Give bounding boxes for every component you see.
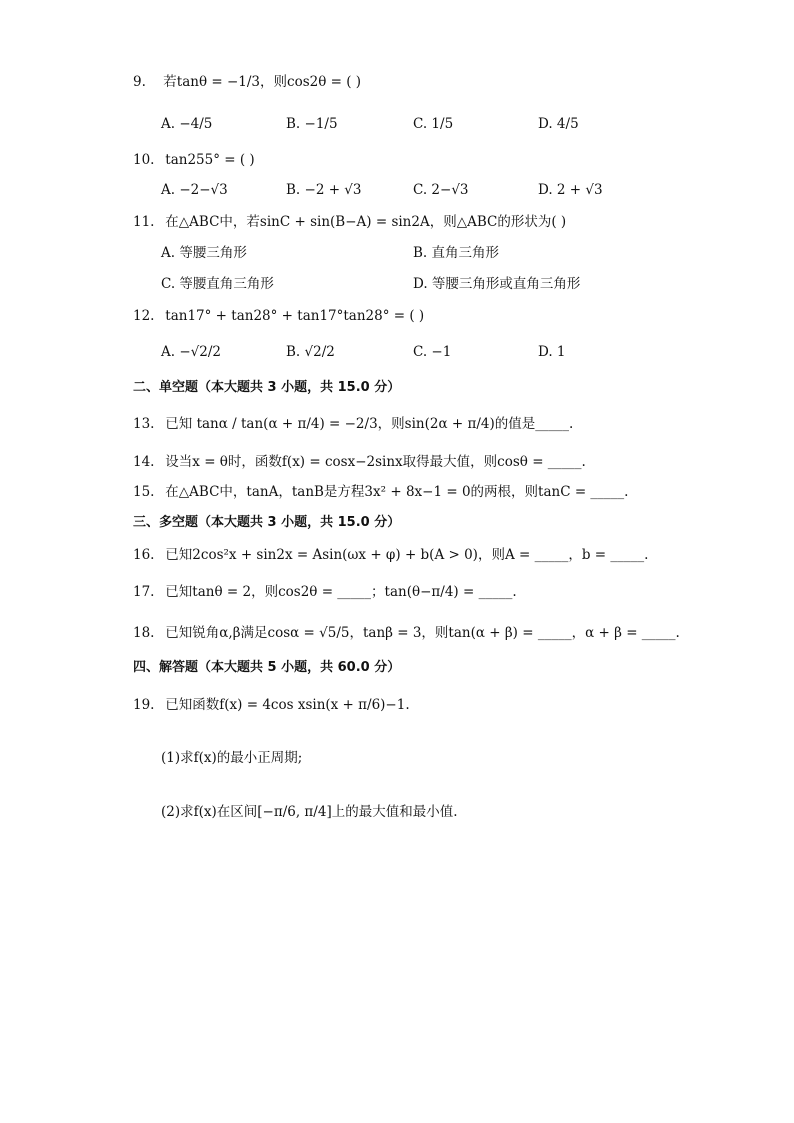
option-a: A. −4/5: [161, 116, 213, 132]
question-stem: 已知函数f(x) = 4cos xsin(x + π/6)−1.: [165, 697, 410, 713]
option-d: D. 4/5: [538, 116, 579, 132]
option-d: D. 等腰三角形或直角三角形: [413, 276, 581, 292]
question-number: 17.: [133, 584, 155, 600]
question-number: 14.: [133, 454, 155, 470]
question-stem: 已知tanθ = 2，则cos2θ = _____；tan(θ−π/4) = _____.: [165, 584, 517, 600]
question-number: 9.: [133, 74, 146, 90]
question-stem: 设当x = θ时，函数f(x) = cosx−2sinx取得最大值，则cosθ = _____.: [165, 454, 586, 470]
section-heading-multi-blank: 三、多空题（本大题共 3 小题，共 15.0 分）: [133, 515, 401, 530]
question-number: 15.: [133, 484, 155, 500]
option-b: B. −2 + √3: [286, 182, 362, 198]
question-17: [0, 582, 517, 602]
question-15: [0, 482, 628, 502]
option-d: D. 2 + √3: [538, 182, 603, 198]
question-13: [0, 414, 573, 434]
question-10: [0, 150, 255, 170]
question-9: [0, 72, 361, 92]
question-stem: 已知2cos²x + sin2x = Asin(ωx + φ) + b(A > 0)，则A = _____，b = _____.: [165, 547, 649, 563]
option-c: C. 等腰直角三角形: [161, 276, 274, 292]
question-number: 18.: [133, 625, 155, 641]
question-number: 11.: [133, 214, 155, 230]
question-stem: 已知 tanα / tan(α + π/4) = −2/3，则sin(2α + π/4)的值是_____.: [165, 416, 574, 432]
option-a: A. −√2/2: [161, 344, 221, 360]
option-b: B. √2/2: [286, 344, 335, 360]
question-12: [0, 306, 424, 326]
option-a: A. −2−√3: [161, 182, 228, 198]
question-number: 13.: [133, 416, 155, 432]
question-number: 12.: [133, 308, 155, 324]
section-heading-single-blank: 二、单空题（本大题共 3 小题，共 15.0 分）: [133, 380, 401, 395]
option-c: C. 2−√3: [413, 182, 469, 198]
question-14: [0, 452, 586, 472]
question-18: [0, 623, 680, 643]
question-number: 16.: [133, 547, 155, 563]
option-d: D. 1: [538, 344, 566, 360]
question-stem: tan17° + tan28° + tan17°tan28° = ( ): [165, 308, 425, 324]
option-c: C. 1/5: [413, 116, 454, 132]
option-c: C. −1: [413, 344, 452, 360]
question-11: [0, 212, 566, 232]
question-stem: 在△ABC中，tanA，tanB是方程3x² + 8x−1 = 0的两根，则tanC = _____.: [165, 484, 629, 500]
question-16: [0, 545, 648, 565]
question-stem: 已知锐角α,β满足cosα = √5/5，tanβ = 3，则tan(α + β) = _____，α + β = _____.: [165, 625, 680, 641]
question-19-part-1: (1)求f(x)的最小正周期;: [161, 750, 303, 766]
section-heading-solutions: 四、解答题（本大题共 5 小题，共 60.0 分）: [133, 660, 401, 675]
option-b: B. −1/5: [286, 116, 338, 132]
option-b: B. 直角三角形: [413, 245, 500, 261]
question-number: 10.: [133, 152, 155, 168]
question-19: [0, 695, 410, 715]
question-stem: 在△ABC中，若sinC + sin(B−A) = sin2A，则△ABC的形状为( ): [165, 214, 567, 230]
option-a: A. 等腰三角形: [161, 245, 247, 261]
question-stem: 若tanθ = −1/3，则cos2θ = ( ): [163, 74, 362, 90]
question-stem: tan255° = ( ): [165, 152, 255, 168]
question-number: 19.: [133, 697, 155, 713]
question-19-part-2: (2)求f(x)在区间[−π/6, π/4]上的最大值和最小值.: [161, 804, 458, 820]
